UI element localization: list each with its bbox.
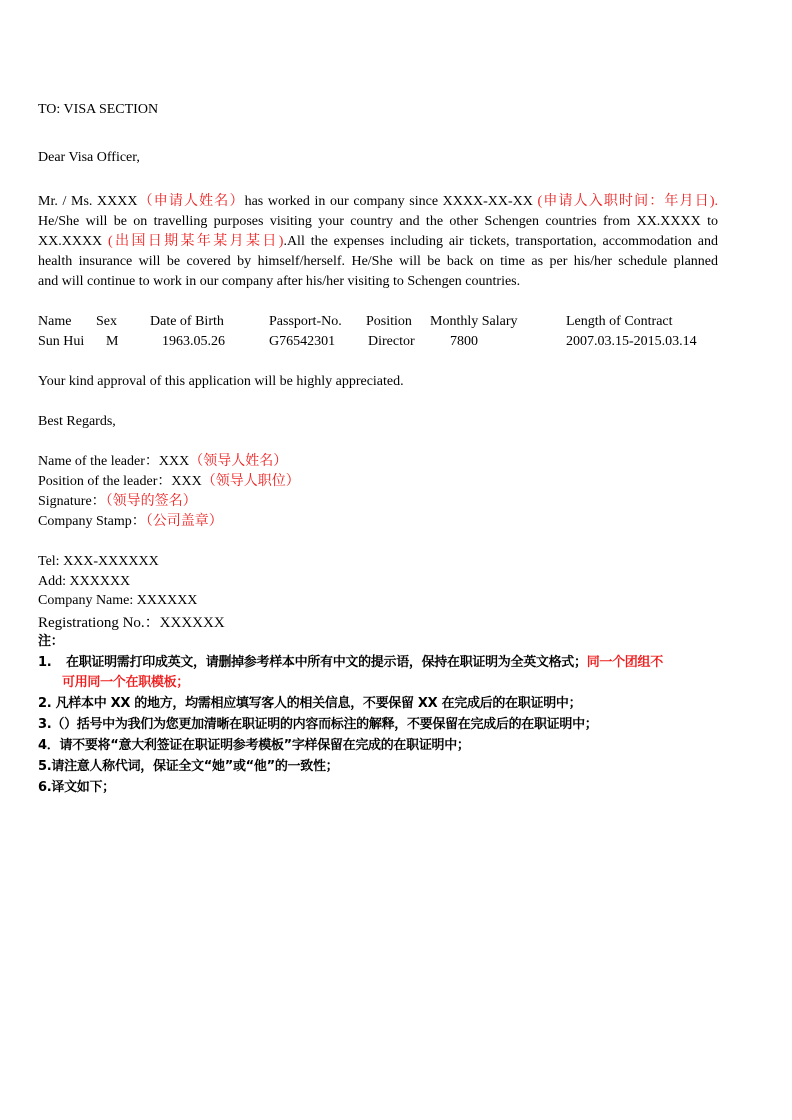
table-cell: 2007.03.15-2015.03.14: [566, 334, 697, 349]
table-header-cell: Position: [366, 314, 412, 329]
tel-line: Tel: XXX-XXXXXX: [38, 554, 159, 569]
signature-line: Signature：（领导的签名）: [38, 494, 197, 509]
note-item-4: 4．请不要将“意大利签证在职证明参考模板”字样保留在完成的在职证明中；: [38, 738, 470, 753]
approval-line: Your kind approval of this application will be highly appreciated.: [38, 374, 404, 389]
address-line: Add: XXXXXX: [38, 574, 131, 589]
table-header-cell: Passport-No.: [269, 314, 342, 329]
body-line-3: XX.XXXX (出国日期某年某月某日).All the expenses including air tickets, transportation, accommodation and: [38, 234, 718, 249]
note-item-6: 6.译文如下；: [38, 780, 115, 795]
registration-line: Registrationg No.：XXXXXX: [38, 615, 225, 631]
table-header-cell: Name: [38, 314, 72, 329]
table-header-cell: Length of Contract: [566, 314, 673, 329]
leader-position-line: Position of the leader：XXX（领导人职位）: [38, 474, 300, 489]
table-row: [38, 332, 716, 352]
company-stamp-line: Company Stamp：（公司盖章）: [38, 514, 223, 529]
note-item-1-continued: 可用同一个在职模板；: [62, 675, 190, 690]
note-item-1: 1. 在职证明需打印成英文，请删掉参考样本中所有中文的提示语，保持在职证明为全英文格式；同一个团组不: [38, 655, 663, 670]
table-cell: Sun Hui: [38, 334, 85, 349]
regards-line: Best Regards,: [38, 414, 116, 429]
body-line-4: health insurance will be covered by himself/herself. He/She will be back on time as per his/her schedule planned: [38, 254, 718, 269]
salutation: Dear Visa Officer,: [38, 150, 140, 165]
table-header-cell: Monthly Salary: [430, 314, 518, 329]
table-cell: 1963.05.26: [162, 334, 225, 349]
notes-title: 注：: [38, 634, 64, 649]
body-line-2: He/She will be on travelling purposes visiting your country and the other Schengen countries from XX.XXXX to: [38, 214, 718, 229]
note-item-5: 5.请注意人称代词，保证全文“她”或“他”的一致性；: [38, 759, 339, 774]
table-header-row: [38, 312, 716, 332]
table-cell: Director: [368, 334, 415, 349]
table-cell: 7800: [450, 334, 478, 349]
leader-name-line: Name of the leader：XXX（领导人姓名）: [38, 454, 288, 469]
note-item-2: 2. 凡样本中 XX 的地方，均需相应填写客人的相关信息，不要保留 XX 在完成后的在职证明中；: [38, 696, 582, 711]
body-line-1: Mr. / Ms. XXXX（申请人姓名）has worked in our company since XXXX-XX-XX (申请人入职时间：年月日).: [38, 194, 718, 209]
body-paragraph: [38, 192, 718, 292]
table-cell: G76542301: [269, 334, 336, 349]
applicant-info-table: [38, 312, 716, 352]
addressee-line: TO: VISA SECTION: [38, 102, 159, 117]
table-cell: M: [106, 334, 119, 349]
table-header-cell: Sex: [96, 314, 117, 329]
company-name-line: Company Name: XXXXXX: [38, 593, 198, 608]
body-line-5: and will continue to work in our company after his/her visiting to Schengen countries.: [38, 274, 521, 289]
note-item-3: 3.（）括号中为我们为您更加清晰在职证明的内容而标注的解释，不要保留在完成后的在职证明中；: [38, 717, 598, 732]
table-header-cell: Date of Birth: [150, 314, 224, 329]
